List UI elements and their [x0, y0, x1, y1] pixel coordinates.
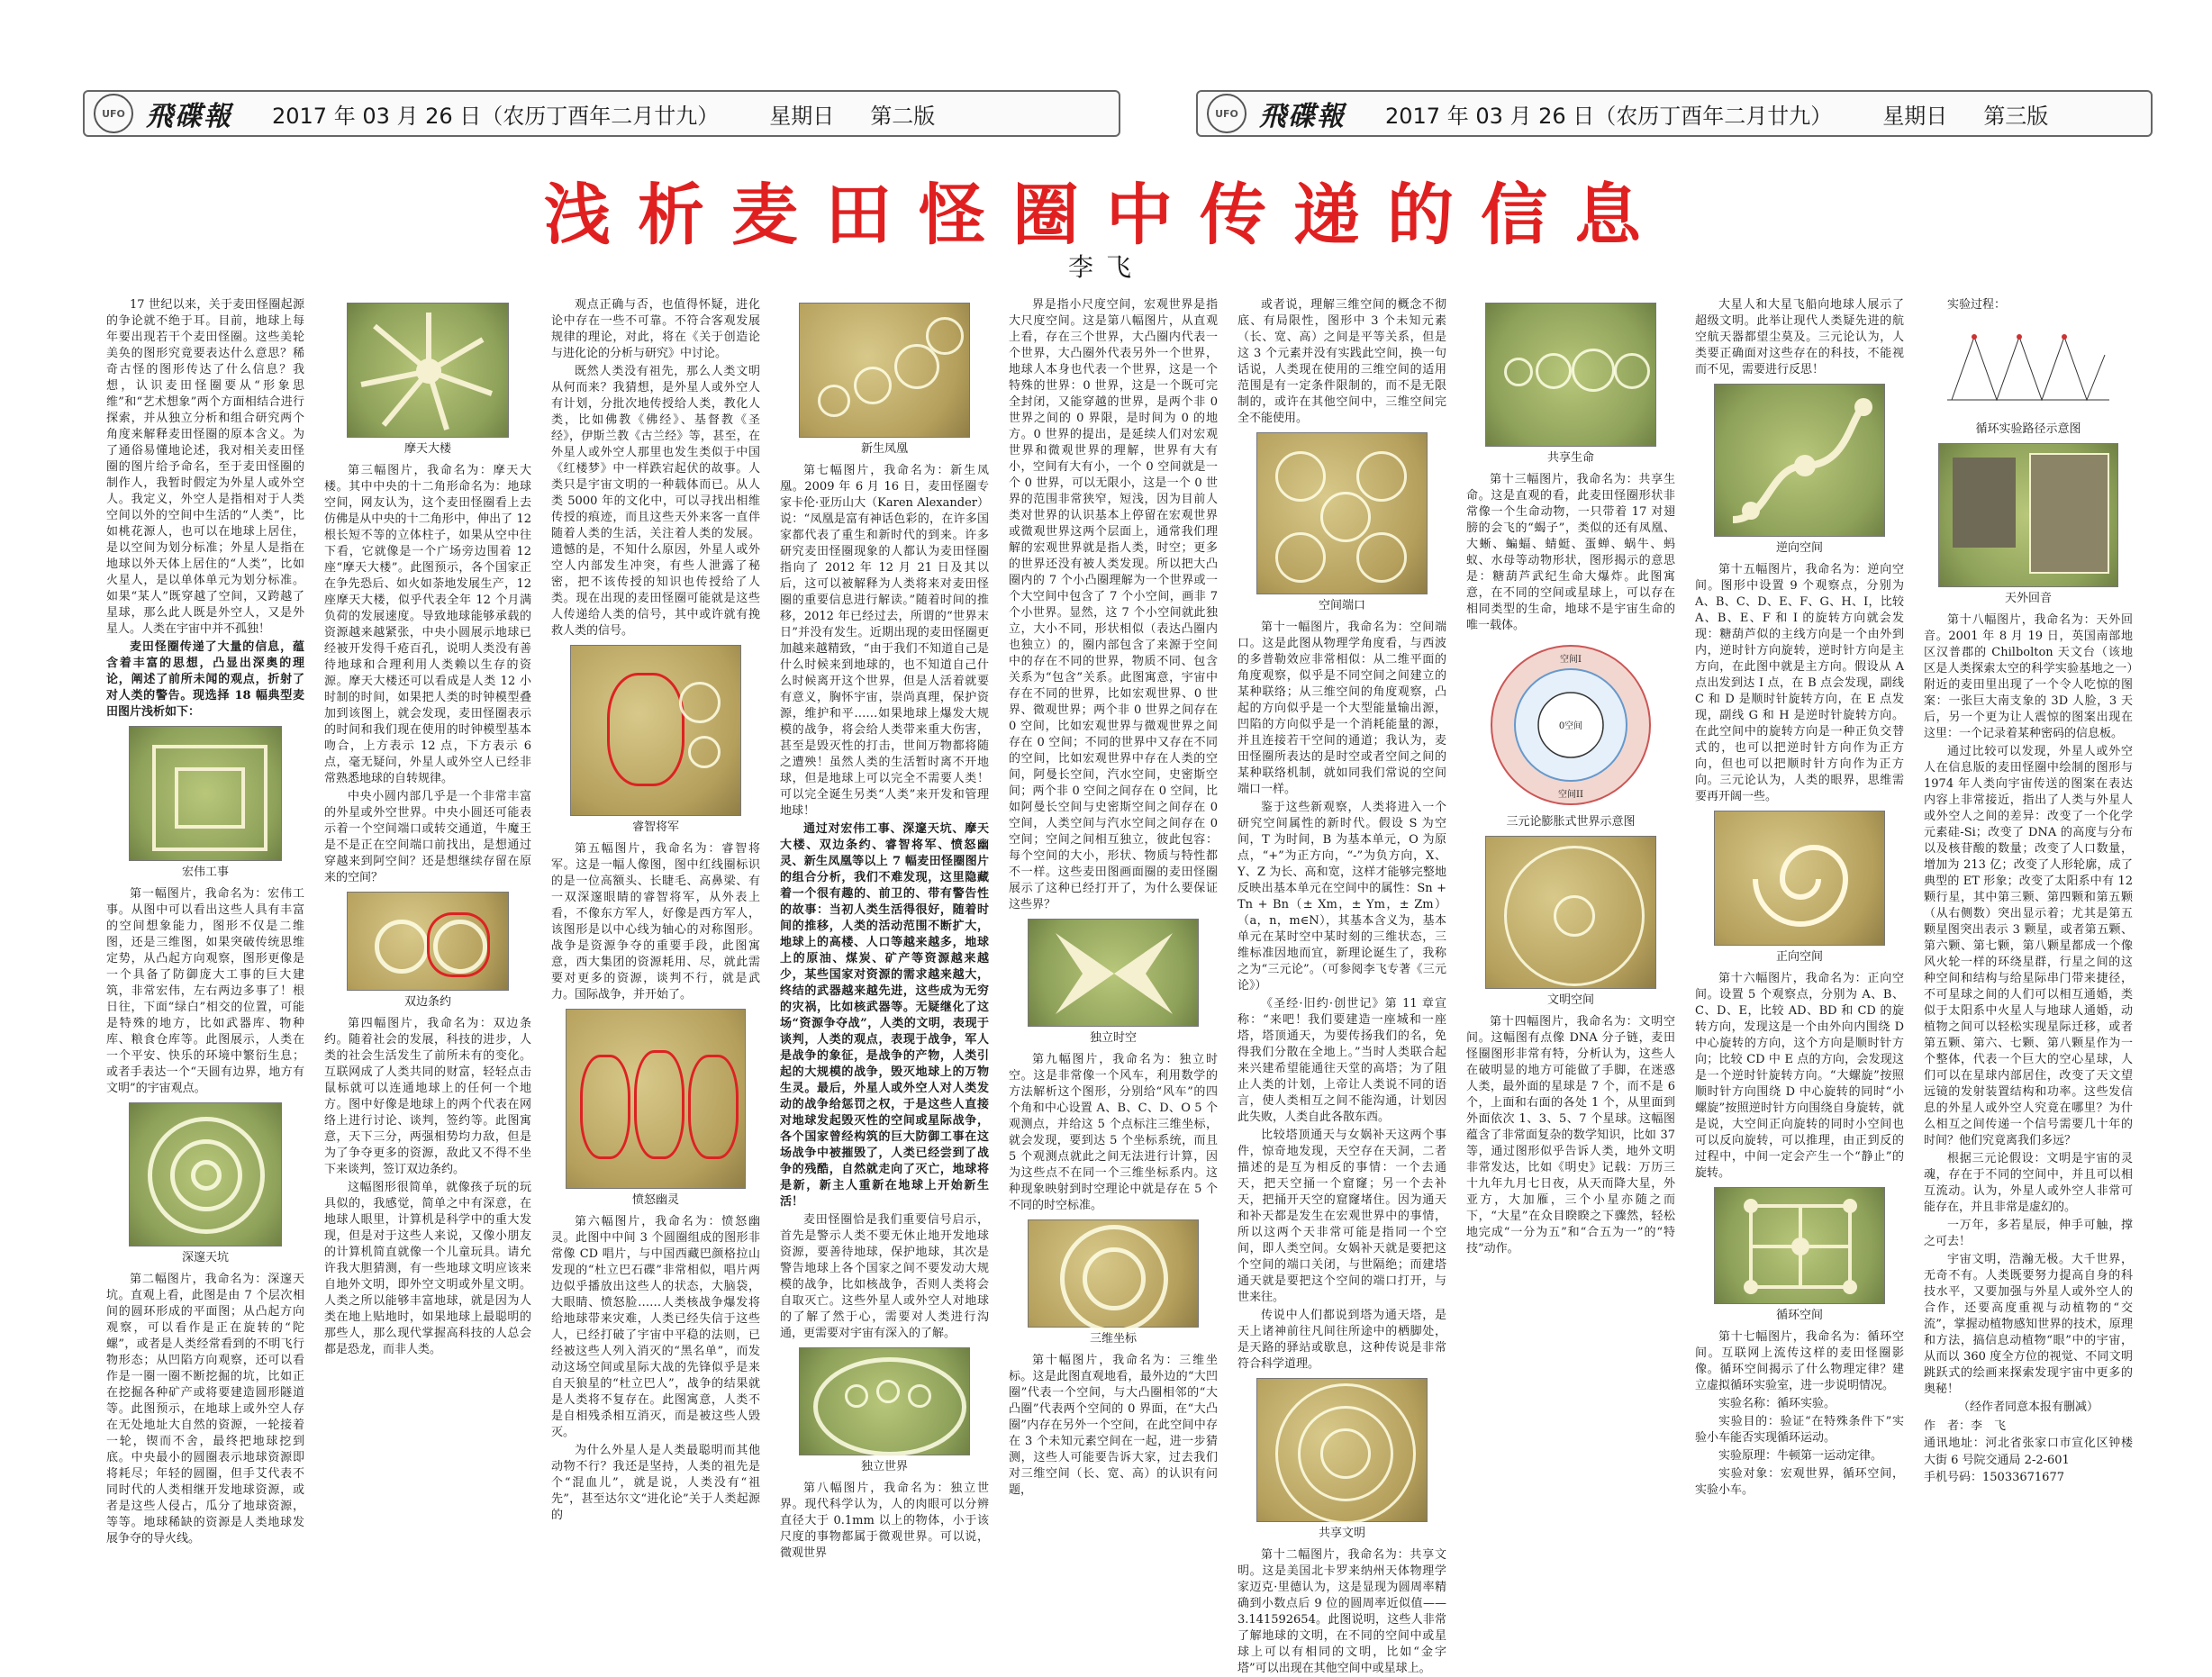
ring-pattern	[813, 1357, 966, 1456]
spiral-pattern	[1715, 811, 1886, 947]
photo-caption: 共享生命	[1546, 451, 1594, 465]
photo-caption: 逆向空间	[1775, 541, 1823, 555]
highlight-outline	[607, 673, 684, 786]
photo-caption: 天外回音	[2004, 592, 2052, 605]
paragraph: 第九幅图片，我命名为：独立时空。这是非常像一个风车，利用数学的方法解析这个图形，分别给“风车”的四个角和中心设置 A、B、C、D、O 5 个观测点，并给这 5 个点标注三维坐标，就会发现，要到达 5 个坐标系统，而且 5 个观测点就此之间无法进行计算，因为这些点不在同一个三维坐标系内。这种现象映射到时空理论中就是存在 5 个不同的时空标准。	[1009, 1053, 1218, 1212]
column-8	[1695, 297, 1904, 1603]
photo-caption: 文明空间	[1546, 993, 1594, 1007]
crop-circle-photo	[799, 1347, 970, 1455]
ring-pattern	[1614, 353, 1650, 389]
ring-pattern	[1356, 532, 1407, 583]
crop-circle-photo	[1485, 836, 1656, 989]
paragraph: 第四幅图片，我命名为：双边条约。随着社会的发展，科技的进步，人类的社会生活发生了前所未有的变化。互联网成了人类共同的财富，轻轻点击鼠标就可以连通地球上的任何一个地方。图中好像是地球上的两个代表在网络上进行讨论、谈判，签约等。此图寓意，天下三分，两强相势均力敌，但是为了争夺更多的资源，敌此又不得不坐下来谈判，签订双边条约。	[324, 1017, 531, 1176]
ring-pattern	[1572, 349, 1615, 392]
lattice-pattern	[1715, 1188, 1886, 1305]
ring-pattern	[1320, 492, 1371, 542]
paragraph: 根据三元论假设：文明是宇宙的灵魂，存在于不同的空间中，并且可以相互流动。认为，外星人或外空人非常可能存在，并且非常是虚幻的。	[1924, 1152, 2133, 1214]
column-1	[106, 297, 304, 1603]
paragraph: 实验目的：验证“在特殊条件下”实验小车能否实现循环运动。	[1695, 1415, 1904, 1445]
crop-circle-photo	[799, 303, 970, 438]
photo-caption: 三元论膨胀式世界示意图	[1506, 815, 1636, 829]
weekday: 星期日	[1882, 103, 1948, 129]
paragraph: 通过对宏伟工事、深邃天坑、摩天大楼、双边条约、睿智将军、愤怒幽灵、新生凤凰等以上 7 幅麦田怪圈图片的组合分析，我们不难发现，这里隐藏着一个很有趣的、前卫的、带有警告性的故事：当初人类生活得很好，随着时间的推移，人类的活动范围不断扩大，地球上的高楼、人口等越来越多，地球上的原油、煤炭、矿产等资源越来越少，某些国家对资源的需求越来越大，终结的武器越来越先进，这些成为无穷的灾祸，比如核武器等。无疑继化了这场“资源争夺战”，人类的文明，表现于谈判，人类的观点，表现于战争，军人是战争的象征，是战争的产物，人类引起的大规模的战争，毁灭地球上的万物生灵。最后，外星人或外空人对人类发动的战争给惩罚之权，于是这些人直接对地球发起毁灭性的空间或星际战争，各个国家曾经构筑的巨大防御工事在这场战争中被摧毁了，人类已经尝到了战争的残酷，自然就走向了灭亡，地球将是新，新主人重新在地球上开始新生活！	[780, 822, 989, 1209]
crop-circle-photo	[566, 1009, 746, 1189]
highlight-outline	[427, 912, 490, 977]
crop-circle-photo	[347, 303, 509, 438]
phone-number: 手机号码：15033671677	[1924, 1471, 2064, 1484]
paragraph: 麦田怪圈恰是我们重要信号启示，首先是警示人类不要无休止地开发地球资源，要善待地球，保护地球，其次是警告地球上各个国家之间不要发动大规模的战争，比如核战争，否则人类将会自取灭亡。这些外星人或外空人对地球的了解了然于心，需要对人类进行沟通，更需要对宇宙有深入的了解。	[780, 1213, 989, 1340]
highlight-outline	[688, 1055, 739, 1159]
issue-date: 2017 年 03 月 26 日（农历丁酉年二月廿九）	[1385, 103, 1833, 129]
ufo-logo-icon: UFO	[94, 94, 133, 133]
paragraph: 界是指小尺度空间，宏观世界是指大尺度空间。这是第八幅图片，从直观上看，存在三个世界，大凸圈内代表一个世界，大凸圈外代表另外一个世界，地球人本身也代表一个世界，这是一个特殊的世界：0 世界，这是一个既可完全封闭，又能穿越的世界，是两个非 0 世界之间的 0 界限，是时间为 0 的地方。0 世界的提出，是延续人们对宏观世界和微观世界的理解，世界有大有小，空间有大有小，一个 0 空间就是一个 0 世界，可以无限小，这是一个 0 世界的范围非常狭窄，短浅，因为目前人类对世界的认识基本上停留在宏观世界或微观世界这两个层面上，通常我们理解的宏观世界就是指人类，时空；更多的世界还没有被人类发现。所以把大凸圈内的 7 个小凸圈理解为一个世界或一个大空间中包含了 7 个小空间，画非 7 个小世界。显然，这 7 个小空间就此独立，大小不同，形状相似（表达凸圈内也独立）的，圈内部包含了来源于空间中的存在不同的世界，物质不同、包含关系为“包含”关系。此图寓意，宇宙中存在不同的世界，比如宏观世界、0 世界、微观世界；两个非 0 世界之间存在 0 空间，比如宏观世界与微观世界之间存在 0 空间；不同的世界中又存在不同的空间，比如宏观世界中存在人类的空间，阿曼长空间，汽水空间，史密斯空间；两个非 0 空间之间存在 0 空间，比如阿曼长空间与史密斯空间之间存在 0 空间，人类空间与汽水空间之间存在 0 空间；空间之间相互独立，彼此包容：每个空间的大小，形状、物质与特性都不一样。这些麦田图画面圈的麦田怪圈展示了这种已经打开了，为什么要保证这些界？	[1009, 298, 1218, 911]
ring-pattern	[688, 736, 721, 768]
paragraph: 第十五幅图片，我命名为：逆向空间。图形中设置 9 个观察点，分别为 A、B、C、D、E、F、G、H、I，比较 A、B、E、F 和 I 的旋转方向就会发现：糖葫芦似的主线方向是一个由外到内，逆时针方向旋转，逆时针方向是主方向，在此图中就是主方向。假设从 A 点出发到达 I 点，在 B 点会发现，副线 C 和 D 是顺时针旋转方向，在 E 点发现，副线 G 和 H 是逆时针旋转方向。在此空间中的旋转方向是一种正负交替式的，也可以把逆时针方向作为正方向，但也可以把顺时针方向作为正方向。三元论认为，人类的眼界，思维需要再开阔一些。	[1695, 563, 1904, 803]
highlight-outline	[634, 1050, 684, 1159]
edition: 第三版	[1983, 103, 2049, 129]
ring-pattern	[1504, 358, 1533, 386]
column-5	[1009, 297, 1218, 1603]
ring-pattern	[876, 1380, 900, 1403]
paragraph: 一万年，多若星辰，伸手可触，撑之可去！	[1924, 1219, 2133, 1248]
column-4	[780, 297, 989, 1603]
ufo-logo-icon: UFO	[1207, 94, 1247, 133]
column-2	[324, 297, 531, 1603]
edition: 第二版	[870, 103, 936, 129]
ring-pattern	[926, 317, 964, 355]
paper-name: 飛碟報	[1259, 101, 1346, 132]
ring-pattern	[908, 1384, 931, 1408]
photo-caption: 摩天大楼	[403, 442, 451, 456]
column-6	[1237, 297, 1446, 1675]
column-7	[1466, 297, 1675, 1603]
paragraph: 第十四幅图片，我命名为：文明空间。这幅图有点像 DNA 分子链，麦田怪圈图形非常有特，分析认为，这些人在破明显的地方可能做了手脚，在迷惑人类，最外面的星球是 7 个，而不是 6 个，上面和右面的各处 1 个，从里面到外面依次 1、3、5、7 个星球。这幅图蕴含了非常面复杂的数学知识，比如 37 等，通过图形似乎告诉人类，地外文明非常发达，比如《明史》记载：万历三十九年九月七日夜，从天而降大星，外亚方，大加雁，三个小星亦随之而下，“大星”在众目睽睽之下骤然，轻松地完成“一分为五”和“合五为一”的“特技”动作。	[1466, 1015, 1675, 1255]
photo-caption: 睿智将军	[631, 820, 679, 834]
photo-caption: 循环空间	[1775, 1309, 1823, 1322]
photo-caption: 独立时空	[1089, 1031, 1137, 1045]
ring-pattern	[818, 385, 850, 417]
author-line: 作 者：李 飞	[1924, 1419, 2007, 1433]
paragraph: 第八幅图片，我命名为：独立世界。现代科学认为，人的肉眼可以分辨直径大于 0.1mm 以上的物体，小于该尺度的事物都属于微观世界。可以说，微观世界	[780, 1482, 989, 1560]
paragraph: 第二幅图片，我命名为：深邃天坑。直观上看，此图是由 7 个层次相间的圆环形成的平面图；从凸起方向观察，可以看作是正在旋转的“陀螺”，或者是人类经常看到的不明飞行物形态；从凹陷方向观察，还可以看作是一圈一圈不断挖掘的坑，比如正在挖掘各种矿产或将要建造圆形隧道等。此图预示，在地球上或外空人存在无处地址大自然的资源，一轮接着一轮，锲而不舍，最终把地球挖到底。中央最小的圆圈表示地球资源即将耗尽；年轻的圆圈，但手艾代表不同时代的人类相继开发地球资源，或者是这些人侵占，瓜分了地球资源，等等。地球稀缺的资源是人类地球发展争夺的导火线。	[106, 1273, 304, 1546]
crop-circle-photo	[129, 726, 282, 861]
photo-caption: 双边条约	[403, 995, 451, 1009]
paragraph: 第一幅图片，我命名为：宏伟工事。从图中可以看出这些人具有丰富的空间想象能力，图形不仅是二维图，还是三维图，如果突破传统思维定势，从凸起方向观察，图形更像是一个具备了防御庞大工事的巨大建筑，非常宏伟，左右两边多事了！根日往，下面“绿白”相交的位置，可能是特殊的地方，比如武器库、物种库、粮食仓库等。此图展示，人类在一个平安、快乐的环境中繁衍生息；或者手表达一个“天圆有边界，地方有文明”的宇宙观点。	[106, 887, 304, 1095]
photo-caption: 正向空间	[1775, 950, 1823, 964]
face-pattern	[1953, 458, 2016, 548]
paragraph: 中央小圆内部几乎是一个非常丰富的外星或外空世界。中央小圆还可能表示着一个空间端口或转交通道，牛魔王是不是正在空间端口前找出，是想通过穿越来到阿空间？还是想继续存留在原来的空间？	[324, 790, 531, 884]
paragraph: 大星人和大星飞船向地球人展示了超级文明。此举让现代人类疑先进的航空航天器都望尘莫及。三元论认为，人类要正确面对这些存在的科技，不能视而不见，需要进行反思！	[1695, 298, 1904, 376]
page-header-left	[83, 90, 1120, 137]
crop-circle-photo	[1485, 303, 1656, 447]
crop-circle-photo	[1028, 919, 1199, 1027]
photo-caption: 三维坐标	[1089, 1332, 1137, 1346]
paragraph: 通过比较可以发现，外星人或外空人在信息版的麦田怪圈中绘制的图形与 1974 年人类向宇宙传送的图案在表达内容上非常接近，指出了人类与外星人或外空人之间的差异：改变了一个化学元素硅-Si；改变了 DNA 的高度与分布以及核苷酸的数量；改变了人口数量，增加为 213 亿；改变了人形轮廓，成了典型的 ET 形象；改变了太阳系中有 12 颗行星，其中第三颗、第四颗和第五颗（从右侧数）突出显示着；尤其是第五颗星图突出表示 3 颗星，或者第五颗、第六颗、第七颗，第八颗星都成一个像风火轮一样的环绕星群，行星之间的这种空间和结构与给星际串门带来捷径，不可星球之间的人们可以相互通婚，类似于太阳系中火星人与地球人通婚，动植物之间可以轻松实现星际迁移，或者第五颗、第六、七颗、第八颗星作为一个整体，代表一个巨大的空心星球，人们可以在星球内部居住，改变了天文望远镜的发射装置结构和功率。这些发信息的外星人或外空人究竟在哪里？为什么相互之间传递一个信号需要几十年的时间？他们究竟离我们多远？	[1924, 745, 2133, 1147]
experiment-path-diagram	[1943, 319, 2114, 418]
photo-caption: 宏伟工事	[181, 866, 229, 879]
crop-circle-photo	[1938, 443, 2118, 587]
crop-circle-photo	[1714, 1187, 1885, 1304]
crop-circle-photo	[129, 1102, 282, 1246]
photo-caption: 共享文明	[1318, 1527, 1365, 1540]
ring-pattern	[1356, 451, 1407, 502]
photo-caption: 循环实验路径示意图	[1975, 422, 2081, 436]
paragraph: 第十八幅图片，我命名为：天外回音。2001 年 8 月 19 日，英国南部地区汉普郡的 Chilbolton 天文台（该地区是人类探索太空的科学实验基地之一）附近的麦田里出现了一个令人吃惊的图案：一张巨大南支象的 3D 人脸，3 天后，另一个更为让人震惊的图案出现在这里：一个记录着某种密码的信息板。	[1924, 613, 2133, 740]
paragraph: 第十三幅图片，我命名为：共享生命。这是直观的看，此麦田怪圈形状非常像一个生命动物，一只带着 17 对翅膀的会飞的“蝎子”，类似的还有凤凰、大蜥、蝙蝠、蜻蜓、蛋蝉、蜗牛、蚂蚁、水母等动物形状，图形揭示的意思是：糖葫芦武纪生命大爆炸。此图寓意，在不同的空间或星球上，可以存在相同类型的生命，地球不是宇宙生命的唯一载体。	[1466, 473, 1675, 632]
paragraph: 实验原理：牛顿第一运动定律。	[1718, 1449, 1883, 1463]
crop-circle-photo	[1256, 432, 1428, 594]
crop-circle-photo	[1256, 1378, 1428, 1522]
paragraph: 宇宙文明，浩瀚无极。大千世界，无奇不有。人类既要努力提高自身的科技水平，又要加强与外星人或外空人的合作，还要高度重视与动植物的“交流”，掌握动植物感知世界的技术，原理和方法，搞信息动植物“眼”中的宇宙，从而以 360 度全方位的视觉、不同文明跳跃式的绘画来探索发现宇宙中更多的奥秘！	[1924, 1253, 2133, 1396]
column-3	[551, 297, 760, 1603]
editor-note: （经作者同意本报有删减）	[1957, 1401, 2099, 1414]
paragraph: 既然人类没有祖先，那么人类文明从何而来？我猜想，是外星人或外空人有计划，分批次地传授给人类，教化人类，比如佛教《佛经》、基督教《圣经》，伊斯兰教《古兰经》等，甚至，在外星人或外空人那里也发生类似于中国《红楼梦》中一样跌宕起伏的故事。人类只是宇宙文明的一种载体而已。从人类 5000 年的文化中，可以寻找出相维传授的痕迹，而且这些天外来客一直伴随着人类的生活，关注着人类的发展。遗憾的是，不知什么原因，外星人或外空人内部发生冲突，有些人泄露了秘密，把不该传授的知识也传授给了人类。现在出现的麦田怪圈可能就是这些人传递给人类的信号，其中或许就有挽救人类的信号。	[551, 365, 760, 638]
highlight-outline	[580, 1055, 630, 1159]
ring-pattern	[1320, 1428, 1371, 1479]
ring-pattern	[1083, 1247, 1146, 1310]
paragraph: 第十七幅图片，我命名为：循环空间。互联网上流传这样的麦田怪圈影像。循环空间揭示了什么物理定律？建立虚拟循环实验室，进一步说明情况。	[1695, 1330, 1904, 1392]
ring-pattern	[375, 920, 429, 974]
paragraph: 观点正确与否，也值得怀疑，进化论中存在一些不可靠。不符合客观发展规律的理论，对此，将在《关于创造论与进化论的分析与研究》中讨论。	[551, 298, 760, 360]
paragraph: 麦田怪圈传递了大量的信息，蕴含着丰富的思想，凸显出深奥的理论，阐述了前所未闻的观点，折射了对人类的警告。现选择 18 幅典型麦田图片浅析如下：	[106, 640, 304, 719]
photo-caption: 空间端口	[1318, 599, 1365, 612]
paragraph: 传说中人们都说到塔为通天塔，是天上诸神前往凡间往所途中的栖脚处，是天路的驿站或歇息，这种传说是非常符合科学道理。	[1237, 1309, 1446, 1371]
photo-caption: 愤怒幽灵	[631, 1193, 679, 1207]
paragraph: 第十幅图片，我命名为：三维坐标。这是此图直观地看，最外边的“大凹圈”代表一个空间，与大凸圈相邻的“大凸圈”代表两个空间的 0 界面，在“大凸圈”内存在另外一个空间，在此空间中存在 3 个未知元素空间在一起，进一步猜测，这些人可能要告诉大家，过去我们对三维空间（长、宽、高）的认识有问题，	[1009, 1354, 1218, 1497]
photo-caption: 新生凤凰	[860, 442, 908, 456]
crop-circle-photo	[1028, 1219, 1199, 1328]
ring-pattern	[1275, 451, 1326, 502]
ring-pattern	[191, 1160, 222, 1191]
paragraph: 实验名称：循环实验。	[1718, 1397, 1836, 1410]
mailing-address: 通讯地址：河北省张家口市宣化区钟楼大街 6 号院交通局 2-2-601	[1924, 1437, 2133, 1467]
ring-pattern	[1536, 353, 1572, 389]
photo-caption: 独立世界	[860, 1460, 908, 1473]
paper-name: 飛碟報	[146, 101, 232, 132]
column-9	[1924, 297, 2133, 1603]
diagram-label: 空间I	[1560, 655, 1582, 665]
crop-circle-photo	[1714, 384, 1885, 537]
weekday: 星期日	[769, 103, 835, 129]
issue-date: 2017 年 03 月 26 日（农历丁酉年二月廿九）	[272, 103, 720, 129]
windmill-pattern	[1029, 920, 1200, 1028]
article-headline: 浅析麦田怪圈中传递的信息	[544, 177, 1668, 254]
paragraph: 为什么外星人是人类最聪明而其他动物不行？我还是坚持，人类的祖先是个“混血儿”，就是说，人类没有“祖先”，甚至达尔文“进化论”关于人类起源的	[551, 1444, 760, 1522]
paragraph: 17 世纪以来，关于麦田怪圈起源的争论就不绝于耳。目前，地球上每年要出现若干个麦田怪圈。这些美轮美奂的图形究竟要表达什么意思？稀奇古怪的图形传达了什么信息？我想，认识麦田怪圈要从“形象思维”和“艺术想象”两个方面相结合进行探索，并从独立分析和组合研究两个角度来解释麦田怪圈的原本含义。为了通俗易懂地论述，我对相关麦田怪圈的图片给予命名，至于麦田怪圈的制作人，我暂时假定为外星人或外空人。我定义，外空人是指相对于人类空间以外的空间中生活的“人类”，比如桃花源人，也可以在地球上居住，是以空间为划分标准；外星人是指在地球以外天体上居住的“人类”，比如火星人，是以单体单元为划分标准。如果“某人”既穿越了空间，又跨越了星球，那么此人既是外空人，又是外星人。人类在宇宙中并不孤独！	[106, 298, 304, 636]
message-board-pattern	[2029, 453, 2109, 574]
article-author: 李飞	[1067, 252, 1144, 282]
ring-pattern	[854, 367, 892, 404]
paragraph: 第十一幅图片，我命名为：空间端口。这是此图从物理学角度看，与西波的多普勒效应非常相似：从二维平面的角度观察，似乎是不同空间之间建立的某种联络；从三维空间的角度观察，凸起的方向似乎是一个大型能量输出源，凹陷的方向似乎是一个消耗能量的源，并且连接若干空间的通道；我认为，麦田怪圈所表达的是时空或者空间之间的某种联络机制，就如同我们常说的空间端口一样。	[1237, 621, 1446, 796]
photo-caption: 深邃天坑	[181, 1251, 229, 1265]
paragraph: 鉴于这些新观察，人类将进入一个研究空间属性的新时代。假设 S 为空间，T 为时间，B 为基本单元，O 为原点，“+”为正方向，“-”为负方向，X、Y、Z 为长、高和宽，这样才能够完整地反映出基本单元在空间中的属性：Sn + Tn + Bn（± Xm，± Ym，± Zm）（a，n，m∈N），其基本含义为，基本单元在某时空中某时刻的三维状态，三维标准因地而宜，新理论诞生了，我称之为“三元论”。（可参阅李飞专著《三元论》）	[1237, 801, 1446, 993]
paragraph: 第三幅图片，我命名为：摩天大楼。其中中央的十二角形命名为：地球空间，网友认为，这个麦田怪圈看上去仿佛是从中央的十二角形中，伸出了 12 根长短不等的立体柱子，如果从空中往下看，它就像是一个广场旁边围着 12 座“摩天大楼”。此图预示，各个国家正在争先恐后、如火如荼地发展生产，12 座摩天大楼，似乎代表全年 12 个月满负荷的发展速度。导致地球能够承载的资源越来越紧张，中央小圆展示地球已经被开发得千疮百孔，说明人类没有善待地球和合理利用人类赖以生存的资源。摩天大楼还可以看成是人类 12 小时制的时间，如果把人类的时钟模型叠加到该图上，就会发现，麦田怪圈表示的时间和我们现在使用的时钟模型基本吻合，上方表示 12 点，下方表示 6 点，毫无疑问，外星人或外空人已经非常熟悉地球的自转规律。	[324, 464, 531, 785]
paragraph: 第十六幅图片，我命名为：正向空间。设置 5 个观察点，分别为 A、B、C、D、E，比较 AD、BD 和 CD 的旋转方向，发现这是一个由外向内围绕 D 中心旋转的方向，这个方向是顺时针方向；比较 CD 中 E 点的方向，会发现这是一个逆时针旋转方向。“大螺旋”按照顺时针方向围绕 D 中心旋转的同时“小螺旋”按照逆时针方向围绕自身旋转，就是说，大空间正向旋转的同时小空间也可以反向旋转，可以推理，由正到反的过程中，中间一定会产生一个“静止”的旋转。	[1695, 972, 1904, 1180]
diagram-label: 空间II	[1558, 790, 1583, 800]
page-header-right	[1196, 90, 2153, 137]
paragraph: 第五幅图片，我命名为：睿智将军。这是一幅人像图，图中红线圈标识的是一位高额头、长睫毛、高鼻梁、有一双深邃眼睛的睿智将军，从外表上看，不像东方军人，好像是西方军人，该图形是以中心线为轴心的对称图形。战争是资源争夺的重要手段，此图寓意，西大集团的资源耗用、尽，就此需要对更多的资源，谈判不行，就是武力。国际战争，并开始了。	[551, 842, 760, 1002]
paragraph: 或者说，理解三维空间的概念不彻底、有局限性，图形中 3 个未知元素（长、宽、高）之间是平等关系，但是这 3 个元素并没有实践此空间，换一句话说，人类现在使用的三维空间的适用范围是有一定条件限制的，而不是无限制的，或许在其他空间中，三维空间完全不能使用。	[1237, 298, 1446, 425]
loop-path-diagram	[1943, 319, 2114, 418]
ring-pattern	[1275, 532, 1326, 583]
crop-circle-photo	[347, 892, 509, 991]
ring-pattern	[679, 682, 721, 723]
paragraph: 实验过程：	[1947, 298, 2007, 312]
paragraph: 第六幅图片，我命名为：愤怒幽灵。此图中中间 3 个圆圈组成的图形非常像 CD 唱片，与中国西藏巴颜格拉山发现的“杜立巴石碟”非常相似，唱片两边似乎播放出这些人的状态，大脑袋，大眼睛、愤怒脸……人类核战争爆发将给地球带来灾难，人类已经失信于这些人，已经打破了宇宙中平稳的法则，已经被这些人列入消灭的“黑名单”，而发动这场空间或星际大战的先锋似乎是来自天狼星的“杜立巴人”，战争的结果就是人类将不复存在。此图寓意，人类不是自相残杀相互消灭，而是被这些人毁灭。	[551, 1215, 760, 1439]
trinity-theory-diagram	[1485, 639, 1656, 811]
diagram-label: 0空间	[1558, 721, 1583, 731]
paragraph: 《圣经·旧约·创世记》第 11 章宣称：“来吧！我们要建造一座城和一座塔，塔顶通天，为要传扬我们的名，免得我们分散在全地上。”当时人类联合起来兴建希望能通往天堂的高塔；为了阻止人类的计划，上帝让人类说不同的语言，使人类相互之间不能沟通，计划因此失败，人类自此各散东西。	[1237, 997, 1446, 1124]
crop-circle-photo	[1714, 811, 1885, 946]
paragraph: 第十二幅图片，我命名为：共享文明。这是美国北卡罗来纳州天体物理学家迈克·里德认为，这是显现为圆周率精确到小数点后 9 位的圆周率近似值——3.141592654。此图说明，这些人非常了解地球的文明，在不同的空间中或星球上可以有相同的文明，比如“金字塔”可以出现在其他空间中或星球上。	[1237, 1548, 1446, 1675]
ring-pattern	[845, 1384, 868, 1408]
star-pattern	[348, 304, 510, 439]
crop-circle-photo	[570, 645, 741, 816]
paragraph: 这幅图形很简单，就像孩子玩的玩具似的，我感觉，简单之中有深意，在地球人眼里，计算机是科学中的重大发现，但是对于这些人来说，又像小朋友的计算机简直就像一个儿童玩具。请允许我大胆猜测，有一些地球文明应该来自地外文明，即外空文明或外星文明。人类之所以能够丰富地球，就是因为人类在地上贴地时，如果地球上最聪明的那些人，那么现代掌握高科技的人总会都是恐龙，而非人类。	[324, 1181, 531, 1356]
paragraph: 比较塔顶通天与女娲补天这两个事件，惊奇地发现，天空存在天洞，二者描述的是互为相反的事情：一个去通天，把天空捅一个窟窿；另一个去补天，把捅开天空的窟窿堵住。因为通天和补天都是发生在宏观世界中的事情，所以这两个天非常可能是指同一个空间，即人类空间。女娲补天就是要把这个空间的端口关闭，与世隔绝；而建塔通天就是要把这个空间的端口打开，与世来往。	[1237, 1129, 1446, 1304]
paragraph: 第七幅图片，我命名为：新生凤凰。2009 年 6 月 16 日，麦田怪圈专家卡伦·亚历山大（Karen Alexander）说：“凤凰是富有神话色彩的，在许多国家都代表了重生和新时代的到来。许多研究麦田怪圈现象的人都认为麦田怪圈指向了 2012 年 12 月 21 日及其以后，这可以被解释为人类将来对麦田怪圈的重要信息进行解读。”随着时间的推移，2012 年已经过去，所谓的“世界末日”并没有发生。近期出现的麦田怪圈更加越来越精致，“由于我们不知道自己是什么时候来到地球的，也不知道自己什么时候离开这个世界，但是人活着就要有意义，胸怀宇宙，崇尚真理，保护资源，维护和平……如果地球上爆发大规模的战争，将会给人类带来重大伤害，甚至是毁灭性的打击，世间万物都将随之遭殃！虽然人类的生活暂时离不开地球，但是地球上可以完全不需要人类！可以完全诞生另类“人类”来开发和管理地球！	[780, 464, 989, 818]
paragraph: 实验对象：宏观世界，循环空间，实验小车。	[1695, 1467, 1904, 1497]
spiral-pattern	[1715, 385, 1886, 538]
square-pattern	[175, 767, 245, 829]
ring-pattern	[1554, 895, 1595, 937]
